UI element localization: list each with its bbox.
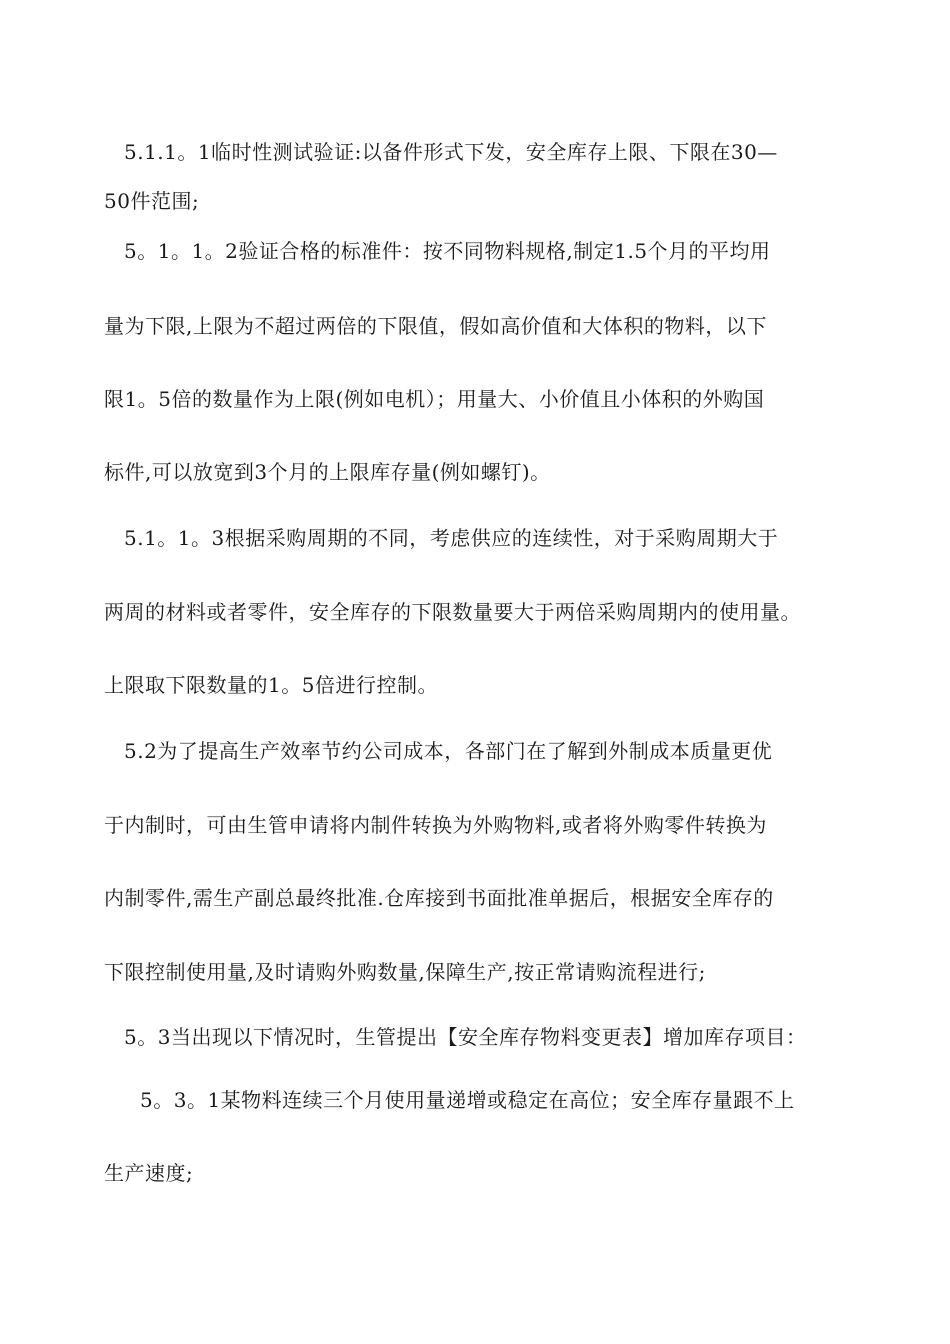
text-line-14: 5。3当出现以下情况时，生管提出【安全库存物料变更表】增加库存项目： xyxy=(124,1025,807,1049)
text-line-10: 5.2为了提高生产效率节约公司成本，各部门在了解到外制成本质量更优 xyxy=(124,739,773,763)
text-line-13: 下限控制使用量,及时请购外购数量,保障生产,按正常请购流程进行; xyxy=(104,960,706,984)
text-line-7: 5.1。1。3根据采购周期的不同，考虑供应的连续性，对于采购周期大于 xyxy=(124,526,779,550)
text-line-15: 5。3。1某物料连续三个月使用量递增或稳定在高位；安全库存量跟不上 xyxy=(140,1088,795,1112)
text-line-9: 上限取下限数量的1。5倍进行控制。 xyxy=(104,673,438,697)
text-line-4: 量为下限,上限为不超过两倍的下限值，假如高价值和大体积的物料，以下 xyxy=(104,314,767,338)
text-line-16: 生产速度; xyxy=(104,1161,194,1185)
text-line-5: 限1。5倍的数量作为上限(例如电机）；用量大、小价值且小体积的外购国 xyxy=(104,387,765,411)
text-line-3: 5。1。1。2验证合格的标准件：按不同物料规格,制定1.5个月的平均用 xyxy=(124,239,771,263)
text-line-12: 内制零件,需生产副总最终批准.仓库接到书面批准单据后，根据安全库存的 xyxy=(104,886,774,910)
text-line-6: 标件,可以放宽到3个月的上限库存量(例如螺钉)。 xyxy=(104,460,551,484)
text-line-8: 两周的材料或者零件，安全库存的下限数量要大于两倍采购周期内的使用量。 xyxy=(104,600,801,624)
text-line-11: 于内制时，可由生管申请将内制件转换为外购物料,或者将外购零件转换为 xyxy=(104,813,767,837)
text-line-2: 50件范围; xyxy=(104,189,200,213)
text-line-1: 5.1.1。1临时性测试验证:以备件形式下发，安全库存上限、下限在30— xyxy=(124,140,778,164)
